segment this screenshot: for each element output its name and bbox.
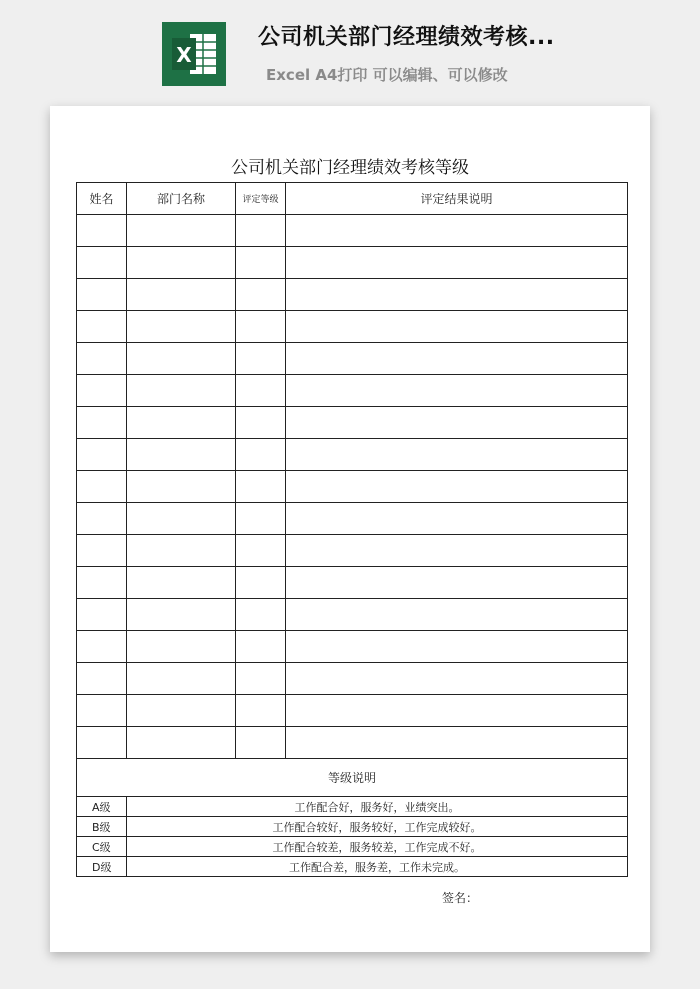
cell-explanation[interactable] xyxy=(286,599,628,631)
cell-name[interactable] xyxy=(77,215,127,247)
paper-preview xyxy=(50,106,650,952)
table-row xyxy=(77,311,628,343)
cell-name[interactable] xyxy=(77,567,127,599)
cell-grade[interactable] xyxy=(236,599,286,631)
table-row xyxy=(77,439,628,471)
table-row xyxy=(77,407,628,439)
cell-grade[interactable] xyxy=(236,247,286,279)
cell-grade[interactable] xyxy=(236,215,286,247)
table-row xyxy=(77,375,628,407)
cell-name[interactable] xyxy=(77,343,127,375)
table-row xyxy=(77,503,628,535)
table-row xyxy=(77,663,628,695)
cell-grade[interactable] xyxy=(236,343,286,375)
cell-name[interactable] xyxy=(77,311,127,343)
document-card-subtitle: Excel A4打印 可以编辑、可以修改 xyxy=(266,66,508,84)
cell-department[interactable] xyxy=(127,503,236,535)
cell-department[interactable] xyxy=(127,631,236,663)
cell-grade[interactable] xyxy=(236,631,286,663)
cell-grade[interactable] xyxy=(236,695,286,727)
cell-grade[interactable] xyxy=(236,407,286,439)
cell-name[interactable] xyxy=(77,471,127,503)
cell-explanation[interactable] xyxy=(286,471,628,503)
grade-label: C级 xyxy=(77,837,127,857)
column-header-explanation: 评定结果说明 xyxy=(286,183,628,215)
cell-name[interactable] xyxy=(77,407,127,439)
cell-department[interactable] xyxy=(127,375,236,407)
excel-icon xyxy=(162,22,226,86)
table-row xyxy=(77,471,628,503)
cell-department[interactable] xyxy=(127,311,236,343)
table-row xyxy=(77,279,628,311)
cell-name[interactable] xyxy=(77,503,127,535)
signature-label: 签名： xyxy=(442,891,479,905)
cell-name[interactable] xyxy=(77,631,127,663)
cell-explanation[interactable] xyxy=(286,727,628,759)
cell-department[interactable] xyxy=(127,663,236,695)
cell-name[interactable] xyxy=(77,375,127,407)
cell-department[interactable] xyxy=(127,407,236,439)
cell-department[interactable] xyxy=(127,599,236,631)
cell-explanation[interactable] xyxy=(286,503,628,535)
cell-grade[interactable] xyxy=(236,439,286,471)
table-row xyxy=(77,727,628,759)
cell-department[interactable] xyxy=(127,567,236,599)
table-row xyxy=(77,215,628,247)
grade-description: 工作配合较好，服务较好，工作完成较好。 xyxy=(127,817,628,837)
excel-icon-letter: X xyxy=(176,43,192,67)
sheet-title: 公司机关部门经理绩效考核等级 xyxy=(231,158,469,178)
cell-explanation[interactable] xyxy=(286,215,628,247)
cell-grade[interactable] xyxy=(236,311,286,343)
table-row xyxy=(77,567,628,599)
cell-grade[interactable] xyxy=(236,567,286,599)
column-header-grade: 评定等级 xyxy=(236,183,286,215)
cell-explanation[interactable] xyxy=(286,375,628,407)
grade-label: B级 xyxy=(77,817,127,837)
cell-explanation[interactable] xyxy=(286,439,628,471)
cell-explanation[interactable] xyxy=(286,247,628,279)
grade-label: A级 xyxy=(77,797,127,817)
grade-description: 工作配合好，服务好，业绩突出。 xyxy=(127,797,628,817)
cell-grade[interactable] xyxy=(236,727,286,759)
cell-name[interactable] xyxy=(77,727,127,759)
table-row xyxy=(77,535,628,567)
cell-grade[interactable] xyxy=(236,535,286,567)
cell-explanation[interactable] xyxy=(286,567,628,599)
cell-department[interactable] xyxy=(127,439,236,471)
cell-explanation[interactable] xyxy=(286,631,628,663)
cell-grade[interactable] xyxy=(236,279,286,311)
cell-department[interactable] xyxy=(127,279,236,311)
cell-department[interactable] xyxy=(127,471,236,503)
cell-explanation[interactable] xyxy=(286,663,628,695)
grade-row xyxy=(77,837,628,857)
table-row xyxy=(77,343,628,375)
cell-explanation[interactable] xyxy=(286,279,628,311)
table-row xyxy=(77,247,628,279)
cell-explanation[interactable] xyxy=(286,311,628,343)
table-header-row xyxy=(77,183,628,215)
legend-title-row xyxy=(77,759,628,797)
cell-name[interactable] xyxy=(77,247,127,279)
cell-name[interactable] xyxy=(77,663,127,695)
cell-department[interactable] xyxy=(127,343,236,375)
cell-explanation[interactable] xyxy=(286,695,628,727)
grade-description: 工作配合较差，服务较差，工作完成不好。 xyxy=(127,837,628,857)
document-card-title: 公司机关部门经理绩效考核... xyxy=(258,25,555,50)
column-header-department: 部门名称 xyxy=(127,183,236,215)
cell-name[interactable] xyxy=(77,439,127,471)
cell-name[interactable] xyxy=(77,279,127,311)
table-row xyxy=(77,599,628,631)
grade-row xyxy=(77,817,628,837)
grade-row xyxy=(77,857,628,877)
cell-department[interactable] xyxy=(127,247,236,279)
cell-name[interactable] xyxy=(77,535,127,567)
legend-title: 等级说明 xyxy=(77,759,628,797)
table-row xyxy=(77,631,628,663)
cell-grade[interactable] xyxy=(236,375,286,407)
cell-department[interactable] xyxy=(127,727,236,759)
appraisal-table xyxy=(76,182,628,877)
table-row xyxy=(77,695,628,727)
grade-row xyxy=(77,797,628,817)
page-header xyxy=(0,0,700,100)
cell-grade[interactable] xyxy=(236,663,286,695)
cell-department[interactable] xyxy=(127,535,236,567)
cell-explanation[interactable] xyxy=(286,343,628,375)
grade-label: D级 xyxy=(77,857,127,877)
cell-name[interactable] xyxy=(77,599,127,631)
grade-description: 工作配合差，服务差，工作未完成。 xyxy=(127,857,628,877)
cell-department[interactable] xyxy=(127,695,236,727)
cell-name[interactable] xyxy=(77,695,127,727)
column-header-name: 姓名 xyxy=(77,183,127,215)
cell-grade[interactable] xyxy=(236,471,286,503)
cell-explanation[interactable] xyxy=(286,407,628,439)
cell-explanation[interactable] xyxy=(286,535,628,567)
cell-grade[interactable] xyxy=(236,503,286,535)
cell-department[interactable] xyxy=(127,215,236,247)
